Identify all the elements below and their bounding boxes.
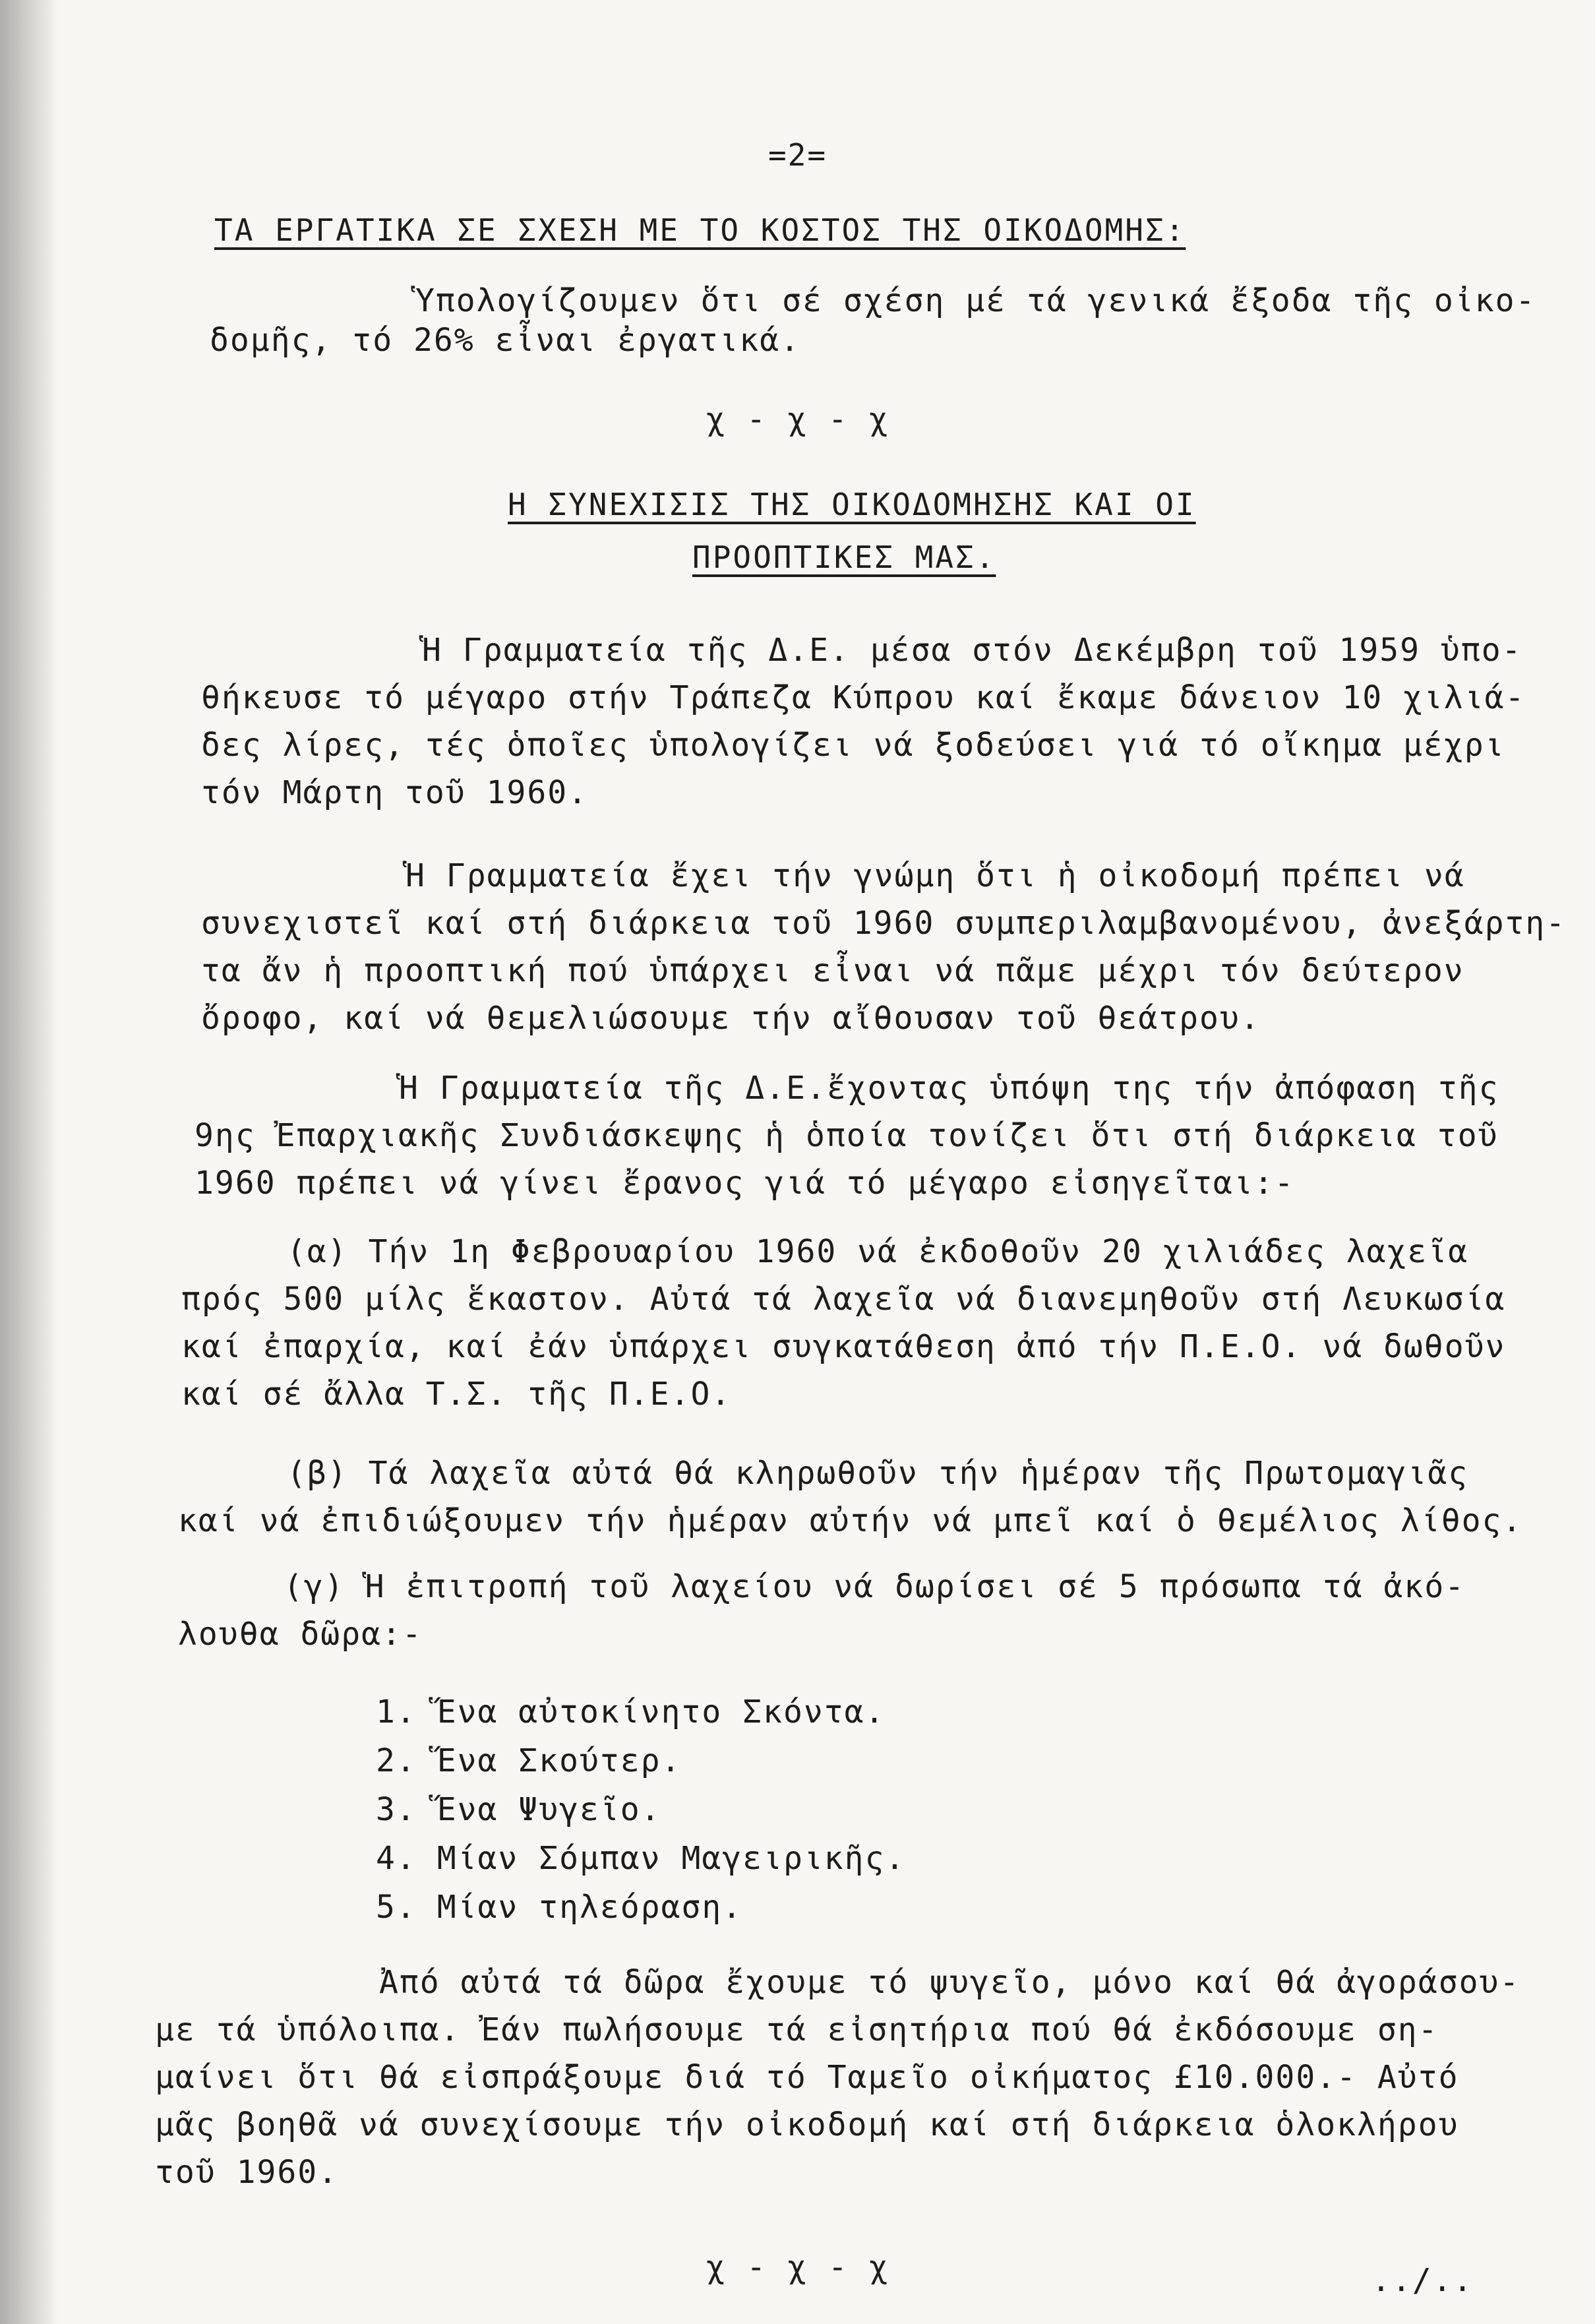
paragraph-line: μαίνει ὅτι θά εἰσπράξουμε διά τό Ταμεῖο οἰκήματος £10.000.- Αὐτό	[155, 2059, 1459, 2096]
separator: χ - χ - χ	[706, 401, 889, 438]
prize-item: 3. Ἕνα Ψυγεῖο.	[376, 1791, 661, 1828]
paragraph-line: θήκευσε τό μέγαρο στήν Τράπεζα Κύπρου καί ἔκαμε δάνειον 10 χιλιά-	[201, 679, 1526, 716]
paragraph-line: καί σέ ἄλλα Τ.Σ. τῆς Π.Ε.Ο.	[181, 1376, 732, 1413]
paragraph-line: Ἡ Γραμματεία τῆς Δ.Ε.ἔχοντας ὑπόψη της τήν ἀπόφαση τῆς	[399, 1070, 1499, 1107]
paragraph-line: 9ης Ἐπαρχιακῆς Συνδιάσκεψης ἡ ὁποία τονίζει ὅτι στή διάρκεια τοῦ	[195, 1117, 1499, 1154]
list-item-b: (β) Τά λαχεῖα αὐτά θά κληρωθοῦν τήν ἡμέραν τῆς Πρωτομαγιᾶς	[287, 1455, 1469, 1492]
paragraph-line: με τά ὑπόλοιπα. Ἐάν πωλήσουμε τά εἰσητήρια πού θά ἐκδόσουμε ση-	[155, 2011, 1439, 2048]
paragraph-line: ὄροφο, καί νά θεμελιώσουμε τήν αἴθουσαν τοῦ θεάτρου.	[201, 1000, 1261, 1037]
section-heading-continuation: Η ΣΥΝΕΧΙΣΙΣ ΤΗΣ ΟΙΚΟΔΟΜΗΣΗΣ ΚΑΙ ΟΙ	[508, 487, 1196, 522]
paragraph-line: μᾶς βοηθᾶ νά συνεχίσουμε τήν οἰκοδομή καί στή διάρκεια ὁλοκλήρου	[155, 2106, 1459, 2143]
paragraph-line: συνεχιστεῖ καί στή διάρκεια τοῦ 1960 συμπεριλαμβανομένου, ἀνεξάρτη-	[201, 905, 1567, 942]
paragraph-line: Ἡ Γραμματεία ἔχει τήν γνώμη ὅτι ἡ οἰκοδομή πρέπει νά	[406, 857, 1465, 894]
paragraph-line: Ὑπολογίζουμεν ὅτι σέ σχέση μέ τά γενικά ἔξοδα τῆς οἰκο-	[415, 282, 1536, 319]
paragraph-line: Ἡ Γραμματεία τῆς Δ.Ε. μέσα στόν Δεκέμβρη τοῦ 1959 ὑπο-	[422, 632, 1522, 669]
scan-edge-shadow	[0, 0, 59, 2324]
paragraph-line: 1960 πρέπει νά γίνει ἔρανος γιά τό μέγαρο εἰσηγεῖται:-	[195, 1165, 1295, 1202]
paragraph-line: τόν Μάρτη τοῦ 1960.	[201, 774, 589, 811]
paragraph-line: τα ἄν ἡ προοπτική πού ὑπάρχει εἶναι νά πᾶμε μέχρι τόν δεύτερον	[201, 952, 1464, 989]
page-number: =2=	[767, 137, 828, 173]
prize-item: 1. Ἕνα αὐτοκίνητο Σκόντα.	[376, 1694, 886, 1730]
continuation-mark: ../..	[1371, 2262, 1474, 2299]
section-heading-continuation-2: ΠΡΟΟΠΤΙΚΕΣ ΜΑΣ.	[692, 539, 996, 575]
paragraph-line: καί ἐπαρχία, καί ἐάν ὑπάρχει συγκατάθεση ἀπό τήν Π.Ε.Ο. νά δωθοῦν	[181, 1328, 1506, 1365]
paragraph-line: λουθα δῶρα:-	[178, 1616, 423, 1653]
paragraph-line: Ἀπό αὐτά τά δῶρα ἔχουμε τό ψυγεῖο, μόνο καί θά ἀγοράσου-	[379, 1964, 1520, 2001]
paragraph-line: δομῆς, τό 26% εἶναι ἐργατικά.	[210, 322, 801, 359]
list-item-a: (α) Τήν 1η Φεβρουαρίου 1960 νά ἐκδοθοῦν 20 χιλιάδες λαχεῖα	[287, 1233, 1469, 1270]
section-heading-labour-costs: ΤΑ ΕΡΓΑΤΙΚΑ ΣΕ ΣΧΕΣΗ ΜΕ ΤΟ ΚΟΣΤΟΣ ΤΗΣ ΟΙΚΟΔΟΜΗΣ:	[214, 212, 1186, 248]
paragraph-line: πρός 500 μίλς ἕκαστον. Αὐτά τά λαχεῖα νά διανεμηθοῦν στή Λευκωσία	[181, 1281, 1506, 1318]
separator: χ - χ - χ	[706, 2249, 889, 2286]
prize-item: 5. Μίαν τηλεόραση.	[376, 1889, 743, 1926]
paragraph-line: δες λίρες, τές ὁποῖες ὑπολογίζει νά ξοδεύσει γιά τό οἴκημα μέχρι	[201, 727, 1505, 764]
paragraph-line: τοῦ 1960.	[155, 2154, 339, 2191]
prize-item: 2. Ἕνα Σκούτερ.	[376, 1742, 682, 1779]
paragraph-line: καί νά ἐπιδιώξουμεν τήν ἡμέραν αὐτήν νά μπεῖ καί ὁ θεμέλιος λίθος.	[178, 1502, 1523, 1539]
list-item-c: (γ) Ἡ ἐπιτροπή τοῦ λαχείου νά δωρίσει σέ 5 πρόσωπα τά ἀκό-	[284, 1568, 1466, 1605]
prize-item: 4. Μίαν Σόμπαν Μαγειρικῆς.	[376, 1840, 906, 1877]
